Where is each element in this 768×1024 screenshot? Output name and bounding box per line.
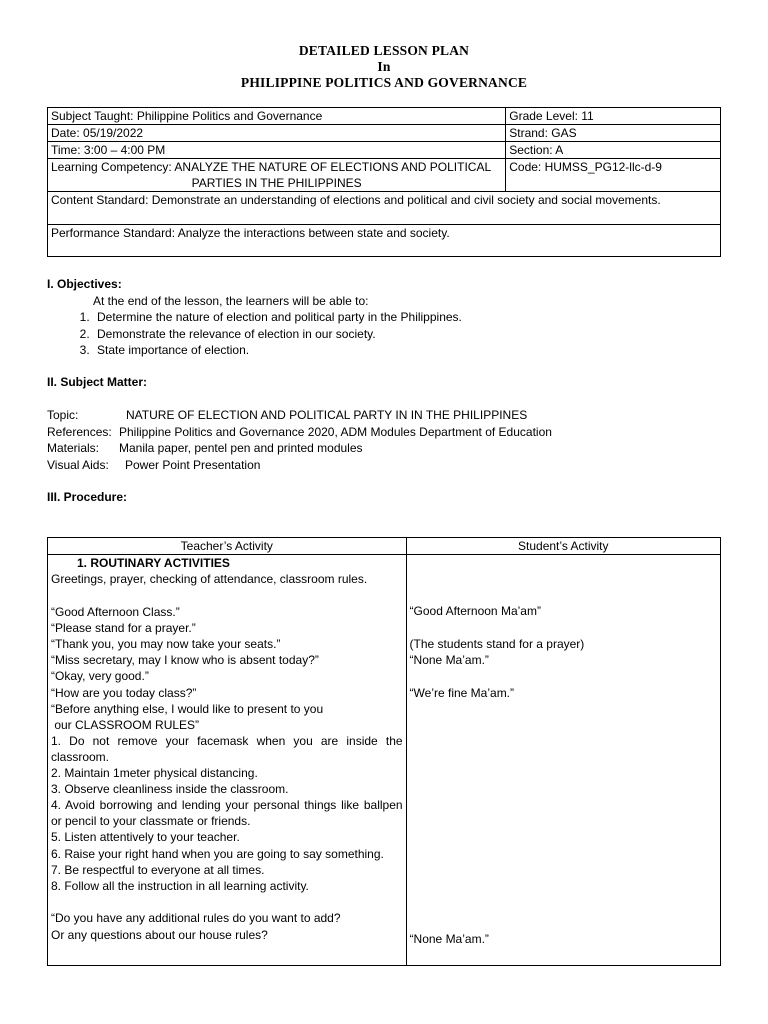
teacher-line: “Miss secretary, may I know who is absent today?”	[51, 653, 319, 668]
student-response: (The students stand for a prayer)	[409, 637, 585, 651]
materials-row	[47, 440, 721, 457]
procedure-heading: III. Procedure:	[47, 490, 128, 504]
subject-taught: Subject Taught: Philippine Politics and Governance	[48, 108, 506, 125]
subject-matter-heading: II. Subject Matter:	[47, 375, 148, 389]
doc-title-in: In	[377, 59, 391, 74]
routinary-activities-title: 1. ROUTINARY ACTIVITIES	[77, 556, 230, 570]
time: Time: 3:00 – 4:00 PM	[48, 142, 506, 159]
classroom-rule: 8. Follow all the instruction in all learning activity.	[51, 879, 309, 893]
classroom-rule: 7. Be respectful to everyone at all times.	[51, 862, 265, 877]
classroom-rule: 1. Do not remove your facemask when you are inside the classroom.	[51, 734, 403, 765]
subject-matter-details	[47, 407, 721, 473]
grade-level: Grade Level: 11	[506, 108, 721, 125]
teacher-line: “Please stand for a prayer.”	[51, 620, 196, 635]
student-activity-header: Student’s Activity	[406, 538, 720, 555]
classroom-rule: 5. Listen attentively to your teacher.	[51, 830, 240, 845]
teacher-line: “Before anything else, I would like to present to you	[51, 701, 324, 716]
procedure-table	[47, 537, 721, 966]
student-response: “We’re fine Ma’am.”	[409, 686, 515, 700]
materials-label: Materials:	[47, 441, 100, 455]
student-response: “None Ma’am.”	[409, 653, 489, 667]
list-item: 3. State importance of election.	[93, 342, 721, 359]
objectives-heading: I. Objectives:	[47, 277, 122, 291]
references-label: References:	[47, 424, 112, 439]
competency-line-1: Learning Competency: ANALYZE THE NATURE OF ELECTIONS AND POLITICAL	[51, 160, 492, 174]
classroom-rule: 6. Raise your right hand when you are going to say something.	[51, 846, 384, 861]
teacher-activity-cell	[48, 555, 407, 966]
classroom-rule: 2. Maintain 1meter physical distancing.	[51, 766, 258, 781]
content-standard: Content Standard: Demonstrate an understanding of elections and political and civil society and social movements.	[48, 192, 721, 225]
classroom-rule: 4. Avoid borrowing and lending your personal things like ballpen or pencil to your classmate or friends.	[51, 798, 403, 829]
teacher-line: “Okay, very good.”	[51, 669, 149, 684]
teacher-activity-header: Teacher’s Activity	[48, 538, 407, 555]
student-response: “Good Afternoon Ma’am”	[409, 604, 541, 618]
student-activity-cell	[406, 555, 720, 966]
teacher-line: “How are you today class?”	[51, 685, 197, 700]
strand: Strand: GAS	[506, 125, 721, 142]
code: Code: HUMSS_PG12-llc-d-9	[506, 159, 721, 192]
student-response: “None Ma’am.”	[409, 932, 489, 946]
materials-value: Manila paper, pentel pen and printed modules	[119, 441, 363, 455]
classroom-rule: 3. Observe cleanliness inside the classroom.	[51, 782, 289, 797]
teacher-line: Or any questions about our house rules?	[51, 927, 268, 942]
date: Date: 05/19/2022	[48, 125, 506, 142]
teacher-line: Greetings, prayer, checking of attendance, classroom rules.	[51, 572, 368, 587]
objectives-section	[47, 276, 721, 359]
objectives-list	[47, 309, 721, 359]
performance-standard: Performance Standard: Analyze the interactions between state and society.	[48, 225, 721, 257]
references-row	[47, 424, 721, 441]
visual-aids-label: Visual Aids:	[47, 457, 109, 472]
doc-title: DETAILED LESSON PLAN	[298, 43, 470, 58]
topic-row	[47, 407, 721, 424]
teacher-line	[51, 587, 403, 603]
lesson-info-table	[47, 107, 721, 257]
teacher-line: “Thank you, you may now take your seats.”	[51, 636, 281, 651]
learning-competency	[48, 159, 506, 192]
references-value: Philippine Politics and Governance 2020, ADM Modules Department of Education	[119, 424, 552, 439]
section: Section: A	[506, 142, 721, 159]
list-item: 1. Determine the nature of election and political party in the Philippines.	[93, 309, 721, 326]
list-item: 2. Demonstrate the relevance of election in our society.	[93, 326, 721, 343]
competency-line-2: PARTIES IN THE PHILIPPINES	[191, 176, 362, 190]
topic-value: NATURE OF ELECTION AND POLITICAL PARTY IN IN THE PHILIPPINES	[126, 408, 528, 422]
visual-aids-value: Power Point Presentation	[125, 457, 261, 472]
teacher-line: “Do you have any additional rules do you want to add?	[51, 911, 341, 926]
teacher-line: “Good Afternoon Class.”	[51, 604, 180, 619]
visual-aids-row	[47, 457, 721, 474]
topic-label: Topic:	[47, 408, 79, 422]
objectives-intro: At the end of the lesson, the learners will be able to:	[93, 293, 369, 308]
doc-subtitle: PHILIPPINE POLITICS AND GOVERNANCE	[240, 75, 528, 90]
teacher-line: our CLASSROOM RULES”	[51, 717, 200, 732]
teacher-line	[51, 894, 403, 910]
